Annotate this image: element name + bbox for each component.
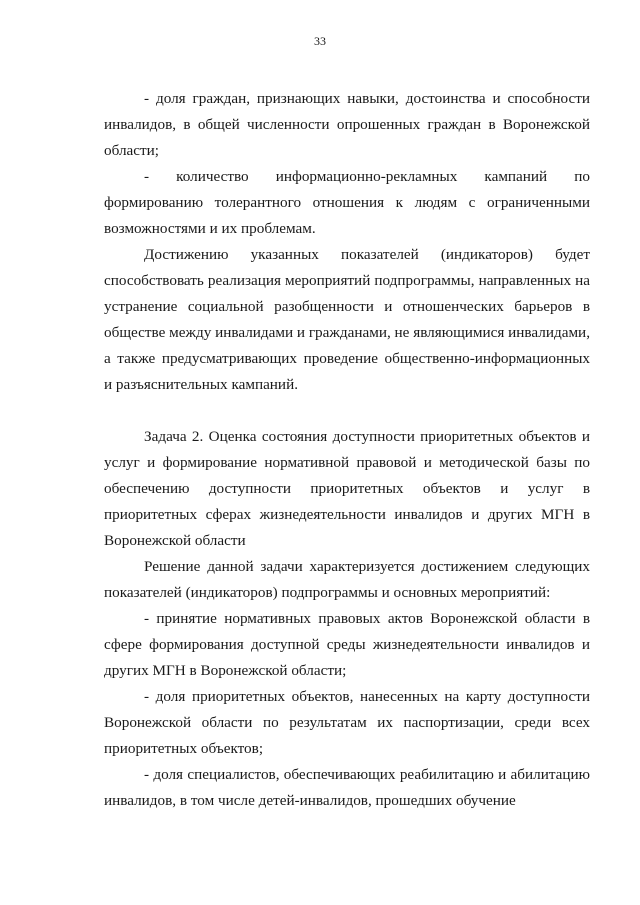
paragraph-gap <box>104 398 590 424</box>
document-body <box>104 86 590 814</box>
paragraph-indicators-achievement: Достижению указанных показателей (индикаторов) будет способствовать реализация мероприятий подпрограммы, направленных на устранение социальной разобщенности и отношенческих барьеров в обществе между инвалидами и гражданами, не являющимися инвалидами, а также предусматривающих проведение общественно-информационных и разъяснительных кампаний. <box>104 246 590 393</box>
paragraph-task-2-heading: Задача 2. Оценка состояния доступности приоритетных объектов и услуг и формирование нормативной правовой и методической базы по обеспечению доступности приоритетных объектов и услуг в приоритетных сферах жизнедеятельности инвалидов и других МГН в Воронежской области <box>104 428 590 549</box>
paragraph-indicator-specialists-share: - доля специалистов, обеспечивающих реабилитацию и абилитацию инвалидов, в том числе детей-инвалидов, прошедших обучение <box>104 766 590 809</box>
page-number: 33 <box>314 34 326 48</box>
paragraph-indicator-priority-objects-share: - доля приоритетных объектов, нанесенных на карту доступности Воронежской области по результатам их паспортизации, среди всех приоритетных объектов; <box>104 688 590 757</box>
paragraph-indicator-legal-acts: - принятие нормативных правовых актов Воронежской области в сфере формирования доступной среды жизнедеятельности инвалидов и других МГН в Воронежской области; <box>104 610 590 679</box>
paragraph-task-2-solution: Решение данной задачи характеризуется достижением следующих показателей (индикаторов) подпрограммы и основных мероприятий: <box>104 558 590 601</box>
paragraph-indicator-campaigns-count: - количество информационно-рекламных кампаний по формированию толерантного отношения к людям с ограниченными возможностями и их проблемам. <box>104 168 590 237</box>
paragraph-indicator-citizens-share: - доля граждан, признающих навыки, достоинства и способности инвалидов, в общей численности опрошенных граждан в Воронежской области; <box>104 90 590 159</box>
